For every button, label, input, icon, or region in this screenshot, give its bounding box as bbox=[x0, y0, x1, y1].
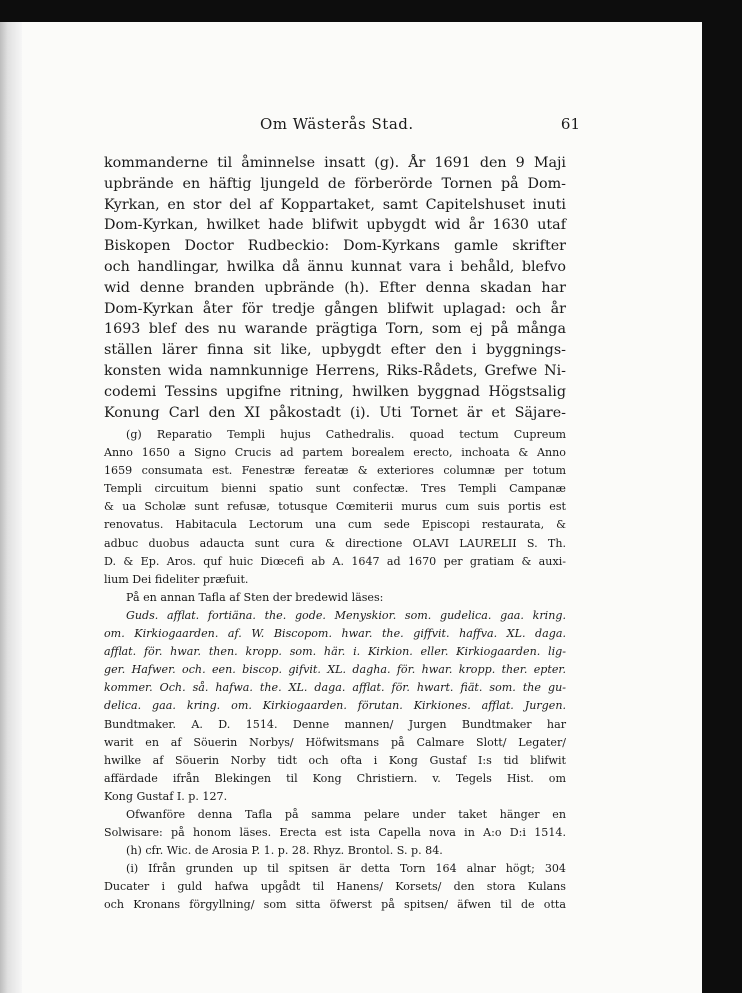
page-header bbox=[260, 115, 580, 139]
footnote-line: (g) Reparatio Templi hujus Cathedralis. quoad tectum Cupreum bbox=[126, 428, 566, 441]
footnote-line: På en annan Tafla af Sten der bredewid läses: bbox=[126, 590, 384, 604]
footnote-line: Kong Gustaf I. p. 127. bbox=[104, 789, 228, 803]
book-page bbox=[22, 22, 702, 993]
page-gutter-shadow bbox=[0, 22, 22, 993]
text-line: Dom-Kyrkan, hwilket hade blifwit upbygdt wid år 1630 utaf bbox=[104, 217, 566, 234]
footnote-line: Guds. afflat. fortiäna. the. gode. Menyskior. som. gudelica. gaa. kring. bbox=[126, 608, 566, 622]
running-title: Om Wästerås Stad. bbox=[260, 115, 414, 133]
text-line: upbrände en häftig ljungeld de förberörde Tornen på Dom- bbox=[104, 175, 566, 192]
footnote-line: Solwisare: på honom läses. Erecta est ista Capella nova in A:o D:i 1514. bbox=[104, 826, 566, 840]
footnote-line: (h) cfr. Wic. de Arosia P. 1. p. 28. Rhyz. Brontol. S. p. 84. bbox=[126, 844, 443, 858]
text-line: Kyrkan, en stor del af Koppartaket, samt Capitelshuset inuti bbox=[104, 196, 566, 213]
footnote-line: ger. Hafwer. och. een. biscop. gifvit. XL. dagha. för. hwar. kropp. ther. epter. bbox=[104, 663, 566, 677]
text-line: kommanderne til åminnelse insatt (g). År 1691 den 9 Maji bbox=[104, 155, 566, 171]
footnote-line: affärdade ifrån Blekingen til Kong Christiern. v. Tegels Hist. om bbox=[104, 771, 566, 785]
scan-top-border bbox=[0, 0, 742, 22]
footnote-line: hwilke af Söuerin Norby tidt och ofta i Kong Gustaf I:s tid blifwit bbox=[104, 753, 566, 767]
footnote-line: kommer. Och. så. hafwa. the. XL. daga. afflat. för. hwart. fiät. som. the gu- bbox=[104, 681, 566, 695]
footnote-line: lium Dei fideliter præfuit. bbox=[104, 572, 249, 586]
text-line: och handlingar, hwilka då ännu kunnat vara i behåld, blefvo bbox=[104, 258, 566, 275]
text-line: Dom-Kyrkan åter för tredje gången blifwit uplagad: och år bbox=[104, 300, 566, 317]
text-line: 1693 blef des nu warande prägtiga Torn, som ej på många bbox=[104, 321, 566, 338]
footnote-line: Templi circuitum bienni spatio sunt confectæ. Tres Templi Campanæ bbox=[104, 482, 566, 496]
footnote-line: D. & Ep. Aros. quf huic Diœcefi ab A. 1647 ad 1670 per gratiam & auxi- bbox=[104, 554, 566, 568]
text-line: konsten wida namnkunnige Herrens, Riks-Rådets, Grefwe Ni- bbox=[104, 362, 566, 379]
footnote-line: Anno 1650 a Signo Crucis ad partem borealem erecto, inchoata & Anno bbox=[104, 446, 566, 460]
footnote-line: Bundtmaker. A. D. 1514. Denne mannen/ Jurgen Bundtmaker har bbox=[104, 717, 566, 731]
footnote-line: & ua Scholæ sunt refusæ, totusque Cœmiterii murus cum suis portis est bbox=[104, 500, 566, 514]
scan-right-border bbox=[702, 0, 742, 993]
footnote-line: renovatus. Habitacula Lectorum una cum sede Episcopi restaurata, & bbox=[104, 518, 566, 532]
footnote-line: 1659 consumata est. Fenestræ fereatæ & exteriores columnæ per totum bbox=[104, 464, 566, 478]
footnote-line: warit en af Söuerin Norbys/ Höfwitsmans på Calmare Slott/ Legater/ bbox=[104, 735, 566, 749]
main-text bbox=[104, 153, 566, 423]
text-line: codemi Tessins upgifne ritning, hwilken byggnad Högstsalig bbox=[104, 383, 566, 400]
text-line: wid denne branden upbrände (h). Efter denna skadan har bbox=[104, 279, 566, 296]
footnote-line: Ofwanföre denna Tafla på samma pelare under taket hänger en bbox=[126, 807, 566, 821]
footnote-line: om. Kirkiogaarden. af. W. Biscopom. hwar. the. giffvit. haffva. XL. daga. bbox=[104, 627, 566, 641]
footnote-line: Ducater i guld hafwa upgådt til Hanens/ Korsets/ den stora Kulans bbox=[104, 880, 566, 894]
text-line: Biskopen Doctor Rudbeckio: Dom-Kyrkans gamle skrifter bbox=[104, 238, 566, 255]
text-line: ställen lärer finna sit like, upbygdt efter den i byggnings- bbox=[104, 342, 566, 359]
footnote-line: adbuc duobus adaucta sunt cura & directione OLAVI LAURELII S. Th. bbox=[104, 536, 566, 550]
footnote-line: (i) Ifrån grunden up til spitsen är detta Torn 164 alnar högt; 304 bbox=[126, 862, 566, 876]
footnotes bbox=[104, 426, 566, 915]
footnote-line: och Kronans förgyllning/ som sitta öfwerst på spitsen/ äfwen til de otta bbox=[104, 898, 566, 912]
footnote-line: delica. gaa. kring. om. Kirkiogaarden. förutan. Kirkiones. afflat. Jurgen. bbox=[104, 699, 566, 713]
text-line: Konung Carl den XI påkostadt (i). Uti Tornet är et Säjare- bbox=[104, 404, 566, 421]
footnote-line: afflat. för. hwar. then. kropp. som. här. i. Kirkion. eller. Kirkiogaarden. lig- bbox=[104, 645, 566, 659]
page-number: 61 bbox=[560, 115, 580, 133]
